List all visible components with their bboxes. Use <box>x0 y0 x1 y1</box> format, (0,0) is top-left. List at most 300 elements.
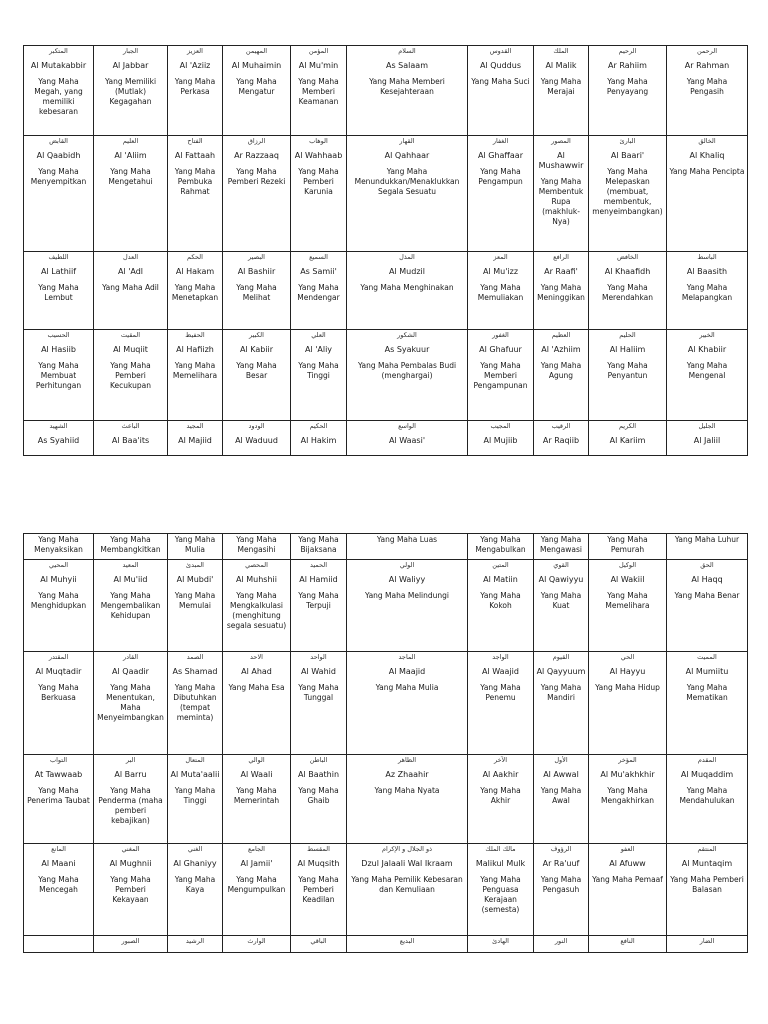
arabic-name: العفو <box>620 845 635 853</box>
latin-name: Al Mu'izz <box>482 267 519 276</box>
meaning-cell <box>347 534 468 560</box>
name-meaning: Yang Maha Melapangkan <box>681 283 733 302</box>
arabic-name: العظيم <box>551 331 571 339</box>
arabic-name: الرزاق <box>247 137 266 145</box>
latin-name: Al Baa'its <box>111 436 150 445</box>
name-cell <box>667 755 748 844</box>
name-cell <box>223 560 291 652</box>
latin-name: Al Hasiib <box>41 345 76 354</box>
arabic-only-cell <box>291 936 347 953</box>
name-cell <box>168 330 223 421</box>
name-cell <box>168 652 223 755</box>
meaning-cell <box>223 534 291 560</box>
arabic-name: الماجد <box>398 653 416 661</box>
name-meaning: Yang Maha Mengembalikan Kehidupan <box>100 591 161 620</box>
arabic-name: المحصي <box>245 561 268 569</box>
name-meaning: Yang Maha Memberi Pengampunan <box>473 361 528 390</box>
latin-name: Al Kariim <box>609 436 646 445</box>
arabic-name: الواجد <box>492 653 509 661</box>
name-cell <box>347 560 468 652</box>
name-meaning: Yang Maha Menyaksikan <box>34 535 83 554</box>
name-cell <box>94 252 168 330</box>
arabic-name: النافع <box>620 937 635 945</box>
name-cell <box>534 560 589 652</box>
name-cell <box>291 652 347 755</box>
name-cell <box>94 421 168 456</box>
name-meaning: Yang Maha Menghidupkan <box>30 591 87 610</box>
name-cell <box>291 136 347 252</box>
name-cell <box>24 755 94 844</box>
arabic-name: القهار <box>399 137 415 145</box>
arabic-only-cell <box>468 936 534 953</box>
latin-name: Al Mughnii <box>109 859 152 868</box>
arabic-name: القوي <box>553 561 569 569</box>
arabic-name: العليم <box>122 137 139 145</box>
latin-name: Al Mu'min <box>298 61 339 70</box>
latin-name: Al 'Aliy <box>304 345 333 354</box>
name-cell <box>589 844 667 936</box>
name-meaning: Yang Maha Besar <box>236 361 277 380</box>
arabic-name: السميع <box>309 253 328 261</box>
arabic-name: البديع <box>399 937 415 945</box>
name-cell <box>468 46 534 136</box>
name-cell <box>347 844 468 936</box>
latin-name: Ar Razzaaq <box>234 151 279 160</box>
latin-name: Ar Raafi' <box>544 267 578 276</box>
arabic-only-cell <box>667 936 748 953</box>
arabic-name: الحسيب <box>47 331 70 339</box>
name-meaning: Yang Maha Mulia <box>174 535 216 554</box>
arabic-name: الأول <box>554 756 568 764</box>
name-meaning: Yang Maha Pemberi Balasan <box>670 875 744 894</box>
arabic-name: الواحد <box>310 653 327 661</box>
arabic-name: المتعال <box>185 756 205 764</box>
arabic-name: اللطيف <box>48 253 69 261</box>
latin-name: As Salaam <box>386 61 428 70</box>
table-row <box>24 136 748 252</box>
name-cell <box>347 755 468 844</box>
name-meaning: Yang Maha Memberi Kesejahteraan <box>369 77 445 96</box>
name-cell <box>667 421 748 456</box>
name-meaning: Yang Maha Pemberi Rezeki <box>227 167 286 186</box>
name-meaning: Yang Maha Hidup <box>595 683 660 692</box>
name-meaning: Yang Maha Nyata <box>374 786 440 795</box>
latin-name: Al Haqq <box>691 575 723 584</box>
name-cell <box>291 755 347 844</box>
latin-name: At Tawwaab <box>34 770 83 779</box>
latin-name: Al Muntaqim <box>681 859 733 868</box>
arabic-name: الصبور <box>121 937 140 945</box>
name-meaning: Yang Maha Pemberi Kekayaan <box>110 875 151 904</box>
latin-name: Al Ghafuur <box>479 345 522 354</box>
latin-name: Al Fattaah <box>174 151 216 160</box>
arabic-name: المقسط <box>307 845 330 853</box>
asmaul-husna-table-2 <box>23 533 748 953</box>
latin-name: Al 'Aziiz <box>179 61 211 70</box>
name-cell <box>24 844 94 936</box>
name-meaning: Yang Maha Benar <box>674 591 740 600</box>
name-cell <box>534 652 589 755</box>
arabic-only-cell <box>24 936 94 953</box>
meaning-cell <box>667 534 748 560</box>
name-meaning: Yang Maha Membentuk Rupa (makhluk-Nya) <box>538 177 584 226</box>
arabic-name: المتكبر <box>49 47 68 55</box>
name-meaning: Yang Maha Pemberi Keadilan <box>298 875 339 904</box>
arabic-name: المقتدر <box>48 653 69 661</box>
name-cell <box>347 330 468 421</box>
name-cell <box>168 46 223 136</box>
name-cell <box>291 421 347 456</box>
name-cell <box>534 844 589 936</box>
arabic-name: الجبار <box>122 47 139 55</box>
name-meaning: Yang Maha Mengenal <box>686 361 728 380</box>
name-meaning: Yang Maha Mandiri <box>540 683 582 702</box>
table-row <box>24 330 748 421</box>
name-cell <box>94 844 168 936</box>
arabic-name: المقيت <box>120 331 141 339</box>
name-cell <box>347 421 468 456</box>
arabic-name: المميت <box>697 653 717 661</box>
arabic-name: المعيد <box>122 561 139 569</box>
latin-name: Al Matiin <box>483 575 518 584</box>
latin-name: Al Malik <box>545 61 577 70</box>
name-cell <box>347 136 468 252</box>
arabic-name: الآخر <box>493 756 508 764</box>
name-cell <box>24 46 94 136</box>
latin-name: Al Muhshii <box>236 575 277 584</box>
latin-name: Al Muqsith <box>297 859 340 868</box>
arabic-name: المجيب <box>490 422 511 430</box>
latin-name: Al Awwal <box>543 770 579 779</box>
name-meaning: Yang Maha Luhur <box>674 535 740 544</box>
arabic-name: البارئ <box>619 137 636 145</box>
latin-name: Al Jaliil <box>693 436 721 445</box>
latin-name: Al Hamiid <box>299 575 338 584</box>
latin-name: Al Wahhaab <box>294 151 343 160</box>
name-cell <box>24 136 94 252</box>
latin-name: Al Wahid <box>301 667 336 676</box>
latin-name: As Shamad <box>172 667 218 676</box>
name-meaning: Yang Maha Mencegah <box>38 875 79 894</box>
arabic-name: الخالق <box>698 137 716 145</box>
name-meaning: Yang Maha Mulia <box>375 683 439 692</box>
arabic-name: البر <box>125 756 136 764</box>
name-meaning: Yang Maha Pengasih <box>686 77 728 96</box>
name-meaning: Yang Maha Penyantun <box>607 361 648 380</box>
name-cell <box>667 844 748 936</box>
name-cell <box>468 136 534 252</box>
name-meaning: Yang Maha Pemaaf <box>592 875 663 884</box>
latin-name: Al Qaadir <box>112 667 149 676</box>
arabic-name: المقدم <box>697 756 717 764</box>
table-row <box>24 560 748 652</box>
arabic-name: الباعث <box>121 422 140 430</box>
name-cell <box>168 844 223 936</box>
latin-name: Al Kabiir <box>239 345 274 354</box>
arabic-name: القدوس <box>489 47 512 55</box>
meaning-cell <box>291 534 347 560</box>
latin-name: Al Baasith <box>686 267 728 276</box>
latin-name: Al Aakhir <box>482 770 519 779</box>
name-cell <box>534 252 589 330</box>
name-cell <box>667 560 748 652</box>
arabic-name: الفتاح <box>187 137 203 145</box>
arabic-name: المنتقم <box>697 845 717 853</box>
name-cell <box>589 252 667 330</box>
name-cell <box>223 755 291 844</box>
arabic-name: المبدئ <box>185 561 204 569</box>
name-cell <box>468 560 534 652</box>
latin-name: Al Ahad <box>241 667 272 676</box>
arabic-name: الوارث <box>247 937 266 945</box>
name-meaning: Yang Maha Ghaib <box>298 786 339 805</box>
arabic-name: القيوم <box>552 653 570 661</box>
arabic-only-cell <box>589 936 667 953</box>
latin-name: Al Waali <box>240 770 273 779</box>
arabic-name: الحق <box>700 561 714 569</box>
name-meaning: Yang Maha Penemu <box>480 683 521 702</box>
name-meaning: Yang Maha Terpuji <box>298 591 339 610</box>
name-meaning: Yang Maha Mendengar <box>297 283 340 302</box>
name-meaning: Yang Maha Mengetahui <box>108 167 153 186</box>
name-meaning: Yang Maha Merajai <box>540 77 582 96</box>
arabic-name: السلام <box>398 47 416 55</box>
arabic-name: الرقيب <box>551 422 571 430</box>
arabic-name: الوكيل <box>618 561 637 569</box>
latin-name: As Samii' <box>300 267 337 276</box>
name-cell <box>667 252 748 330</box>
table-row-arabic-only <box>24 936 748 953</box>
latin-name: Al Majiid <box>178 436 212 445</box>
arabic-name: المصور <box>551 137 571 145</box>
arabic-name: الشهيد <box>49 422 68 430</box>
arabic-name: الجليل <box>698 422 716 430</box>
arabic-name: الودود <box>248 422 265 430</box>
meaning-cell <box>589 534 667 560</box>
arabic-name: العزيز <box>187 47 203 55</box>
name-meaning: Yang Maha Agung <box>540 361 582 380</box>
name-cell <box>347 652 468 755</box>
name-cell <box>94 330 168 421</box>
name-cell <box>468 652 534 755</box>
name-cell <box>667 46 748 136</box>
arabic-name: الرؤوف <box>550 845 572 853</box>
table-row <box>24 46 748 136</box>
name-cell <box>534 46 589 136</box>
name-meaning: Yang Maha Menetapkan <box>171 283 219 302</box>
name-cell <box>667 136 748 252</box>
arabic-name: الرحيم <box>618 47 637 55</box>
name-cell <box>667 330 748 421</box>
latin-name: Al Waasi' <box>388 436 426 445</box>
latin-name: Ar Raqiib <box>542 436 580 445</box>
arabic-name: المتين <box>492 561 509 569</box>
name-cell <box>534 421 589 456</box>
latin-name: Al Hakam <box>175 267 215 276</box>
arabic-name: الكبير <box>249 331 264 339</box>
name-cell <box>347 46 468 136</box>
arabic-name: المؤخر <box>618 756 637 764</box>
arabic-name: الصمد <box>186 653 204 661</box>
name-cell <box>291 330 347 421</box>
name-meaning: Yang Maha Memuliakan <box>477 283 524 302</box>
latin-name: Dzul Jalaali Wal Ikraam <box>361 859 453 868</box>
latin-name: Al Muqtadir <box>35 667 82 676</box>
meaning-cell <box>534 534 589 560</box>
latin-name: Al Qaabidh <box>36 151 81 160</box>
name-cell <box>291 46 347 136</box>
name-cell <box>24 652 94 755</box>
name-meaning: Yang Maha Membuat Perhitungan <box>35 361 82 390</box>
latin-name: Al Wakiil <box>610 575 645 584</box>
name-meaning: Yang Maha Awal <box>540 786 582 805</box>
arabic-name: الرافع <box>553 253 569 261</box>
name-meaning: Yang Maha Kaya <box>174 875 216 894</box>
name-meaning: Yang Maha Pengasuh <box>540 875 582 894</box>
arabic-name: الكريم <box>618 422 637 430</box>
name-meaning: Yang Maha Perkasa <box>174 77 216 96</box>
name-meaning: Yang Maha Adil <box>102 283 159 292</box>
name-meaning: Yang Maha Menghinakan <box>360 283 454 292</box>
name-meaning: Yang Maha Mengabulkan <box>475 535 526 554</box>
name-cell <box>223 46 291 136</box>
latin-name: Al Qawiyyu <box>538 575 584 584</box>
table-row <box>24 844 748 936</box>
latin-name: Al 'Adl <box>117 267 144 276</box>
latin-name: Al Waliyy <box>388 575 426 584</box>
arabic-name: العدل <box>122 253 139 261</box>
name-meaning: Yang Maha Penderma (maha pemberi kebajikan) <box>98 786 163 825</box>
meaning-cell <box>168 534 223 560</box>
meaning-cell <box>24 534 94 560</box>
name-cell <box>468 252 534 330</box>
arabic-name: الحكم <box>187 253 203 261</box>
arabic-only-cell <box>223 936 291 953</box>
arabic-name: الجامع <box>248 845 265 853</box>
name-meaning: Yang Maha Meninggikan <box>537 283 585 302</box>
latin-name: Al Baari' <box>610 151 645 160</box>
name-meaning: Yang Maha Memerintah <box>233 786 280 805</box>
name-cell <box>223 652 291 755</box>
name-meaning: Yang Memiliki (Mutlak) Kegagahan <box>104 77 157 106</box>
name-cell <box>468 755 534 844</box>
arabic-name: الحليم <box>619 331 636 339</box>
latin-name: Al Khaafidh <box>604 267 651 276</box>
name-meaning: Yang Maha Membangkitkan <box>100 535 161 554</box>
latin-name: Al Mubdi' <box>176 575 214 584</box>
name-cell <box>168 252 223 330</box>
arabic-name: الحفيظ <box>185 331 205 339</box>
name-meaning: Yang Maha Tinggi <box>298 361 339 380</box>
arabic-name: الباسط <box>697 253 717 261</box>
arabic-name: المجيد <box>186 422 204 430</box>
name-meaning: Yang Maha Melindungi <box>365 591 449 600</box>
name-meaning: Yang Maha Penyayang <box>606 77 649 96</box>
name-meaning: Yang Maha Pemurah <box>607 535 648 554</box>
latin-name: Al Maajid <box>388 667 426 676</box>
name-meaning: Yang Maha Menyempitkan <box>30 167 87 186</box>
name-meaning: Yang Maha Pemberi Kecukupan <box>109 361 151 390</box>
asmaul-husna-table-1 <box>23 45 748 456</box>
arabic-name: مالك الملك <box>485 845 516 853</box>
name-cell <box>667 652 748 755</box>
name-cell <box>589 560 667 652</box>
name-meaning: Yang Maha Esa <box>228 683 285 692</box>
latin-name: Al Lathiif <box>40 267 77 276</box>
name-meaning: Yang Maha Mengkalkulasi (menghitung segala sesuatu) <box>226 591 287 630</box>
arabic-only-cell <box>94 936 168 953</box>
name-cell <box>589 652 667 755</box>
latin-name: Al Maani <box>41 859 76 868</box>
name-meaning: Yang Maha Melepaskan (membuat, membentuk, menyeimbangkan) <box>592 167 663 216</box>
arabic-name: المانع <box>51 845 66 853</box>
meaning-cell <box>94 534 168 560</box>
arabic-name: الشكور <box>397 331 417 339</box>
name-meaning: Yang Maha Pembuka Rahmat <box>174 167 216 196</box>
name-cell <box>291 560 347 652</box>
name-cell <box>168 421 223 456</box>
arabic-name: الاحد <box>250 653 263 661</box>
name-cell <box>168 136 223 252</box>
name-cell <box>168 560 223 652</box>
arabic-name: الخبير <box>699 331 715 339</box>
name-cell <box>589 755 667 844</box>
arabic-name: الولي <box>399 561 415 569</box>
latin-name: Al Hakim <box>300 436 337 445</box>
latin-name: Al Muta'aalii <box>170 770 220 779</box>
arabic-name: المذل <box>399 253 415 261</box>
name-meaning: Yang Maha Tunggal <box>298 683 339 702</box>
latin-name: Al Hafiizh <box>176 345 214 354</box>
name-cell <box>223 136 291 252</box>
latin-name: Ar Rahman <box>684 61 730 70</box>
name-meaning: Yang Maha Penerima Taubat <box>27 786 90 805</box>
name-cell <box>534 136 589 252</box>
table-row <box>24 421 748 456</box>
name-meaning: Yang Maha Melihat <box>236 283 277 302</box>
name-meaning: Yang Maha Suci <box>471 77 530 86</box>
latin-name: Al Muqaddim <box>680 770 734 779</box>
latin-name: Al Mu'akhkhir <box>600 770 655 779</box>
name-meaning: Yang Maha Luas <box>376 535 438 544</box>
latin-name: Al Mu'iid <box>113 575 148 584</box>
arabic-name: الباقي <box>310 937 327 945</box>
arabic-name: المحيي <box>48 561 69 569</box>
arabic-name: البصير <box>248 253 265 261</box>
name-cell <box>589 330 667 421</box>
name-meaning: Yang Maha Bijaksana <box>298 535 339 554</box>
name-cell <box>291 844 347 936</box>
name-cell <box>24 421 94 456</box>
arabic-name: الهادئ <box>492 937 509 945</box>
arabic-name: التواب <box>49 756 68 764</box>
table-row <box>24 755 748 844</box>
name-cell <box>24 330 94 421</box>
latin-name: Al Khabiir <box>687 345 727 354</box>
name-meaning: Yang Maha Berkuasa <box>38 683 79 702</box>
latin-name: Ar Ra'uuf <box>542 859 580 868</box>
name-meaning: Yang Maha Memberi Keamanan <box>298 77 339 106</box>
latin-name: Al Waajid <box>482 667 519 676</box>
latin-name: Al Barru <box>114 770 147 779</box>
name-meaning: Yang Maha Kokoh <box>480 591 521 610</box>
arabic-name: المهيمن <box>245 47 268 55</box>
name-meaning: Yang Maha Kuat <box>540 591 582 610</box>
arabic-name: الغفور <box>492 331 509 339</box>
table-row-meanings <box>24 534 748 560</box>
arabic-name: الحميد <box>309 561 328 569</box>
latin-name: As Syahiid <box>37 436 80 445</box>
